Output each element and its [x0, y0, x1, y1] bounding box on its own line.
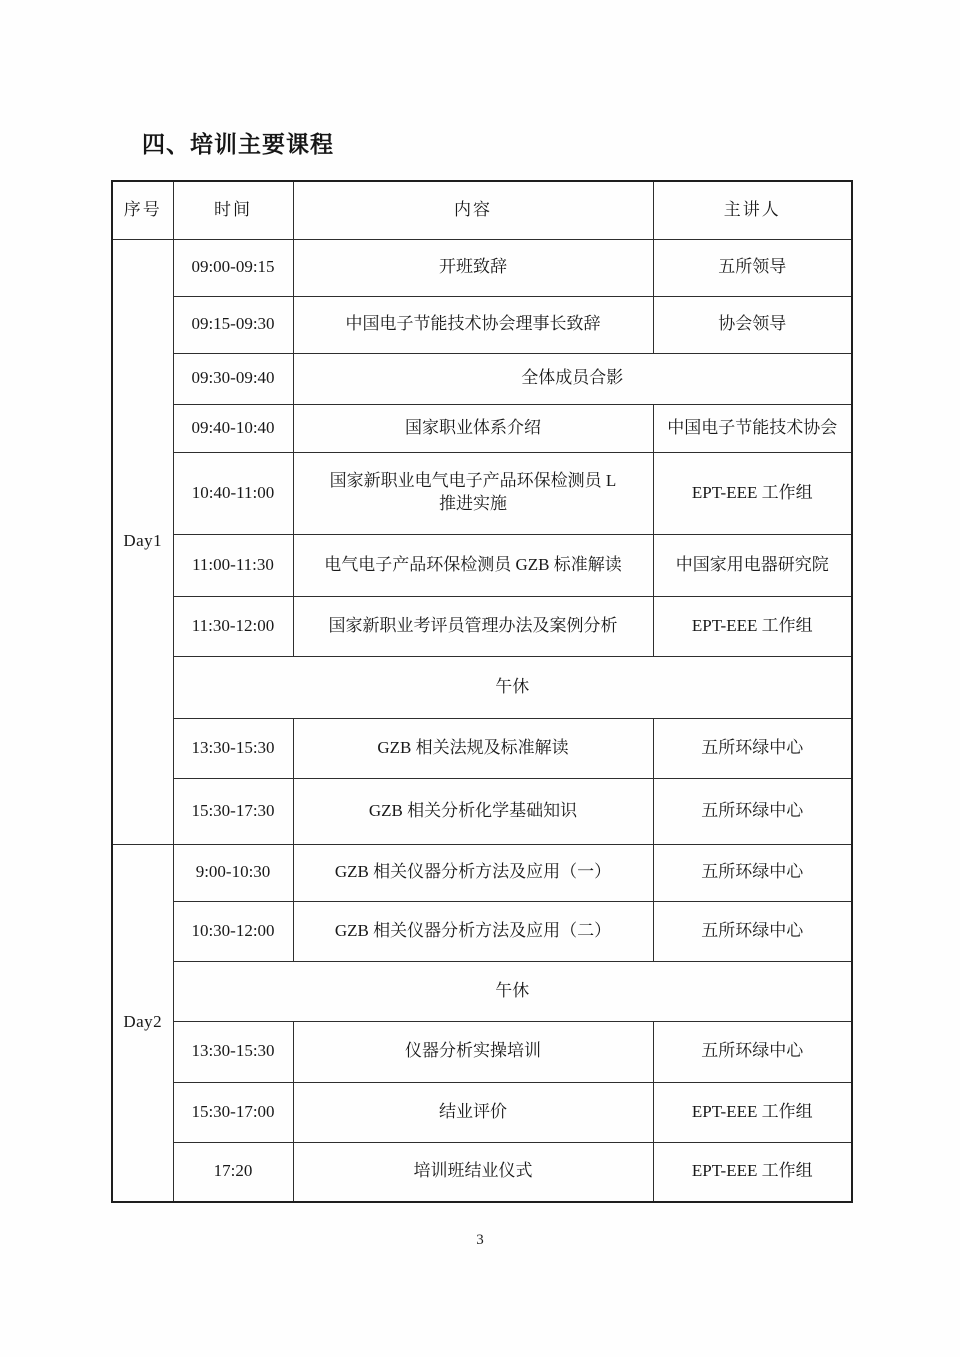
table-row	[112, 718, 852, 778]
cell-time: 09:40-10:40	[173, 404, 293, 452]
cell-content: GZB 相关仪器分析方法及应用（二）	[293, 901, 653, 961]
table-row	[112, 404, 852, 452]
cell-speaker: EPT-EEE 工作组	[653, 1142, 852, 1202]
table-row	[112, 239, 852, 296]
cell-time: 11:30-12:00	[173, 596, 293, 656]
cell-time: 15:30-17:00	[173, 1082, 293, 1142]
header-index: 序号	[112, 181, 173, 239]
cell-speaker: EPT-EEE 工作组	[653, 1082, 852, 1142]
table-row	[112, 901, 852, 961]
cell-content: 开班致辞	[293, 239, 653, 296]
lunch-break-row	[112, 961, 852, 1021]
cell-time: 10:30-12:00	[173, 901, 293, 961]
cell-speaker: EPT-EEE 工作组	[653, 596, 852, 656]
table-row	[112, 353, 852, 404]
cell-lunch-break: 午休	[173, 656, 852, 718]
cell-speaker: 五所环绿中心	[653, 901, 852, 961]
cell-content: 国家新职业考评员管理办法及案例分析	[293, 596, 653, 656]
cell-time: 15:30-17:30	[173, 778, 293, 844]
cell-content: GZB 相关法规及标准解读	[293, 718, 653, 778]
cell-speaker: 中国电子节能技术协会	[653, 404, 852, 452]
section-title: 四、培训主要课程	[142, 131, 334, 157]
cell-time: 09:00-09:15	[173, 239, 293, 296]
cell-content	[293, 452, 653, 534]
table-row	[112, 296, 852, 353]
cell-speaker: 协会领导	[653, 296, 852, 353]
cell-speaker: 五所环绿中心	[653, 718, 852, 778]
cell-speaker: EPT-EEE 工作组	[653, 452, 852, 534]
header-speaker: 主讲人	[653, 181, 852, 239]
course-schedule-table	[111, 180, 853, 1203]
cell-speaker: 五所领导	[653, 239, 852, 296]
cell-time: 13:30-15:30	[173, 1021, 293, 1082]
cell-content: 结业评价	[293, 1082, 653, 1142]
cell-time: 17:20	[173, 1142, 293, 1202]
day2-label-cell: Day2	[112, 844, 173, 1202]
cell-speaker: 五所环绿中心	[653, 778, 852, 844]
page-number: 3	[476, 1232, 484, 1248]
table-row	[112, 844, 852, 901]
cell-content: 仪器分析实操培训	[293, 1021, 653, 1082]
header-time: 时间	[173, 181, 293, 239]
lunch-break-row	[112, 656, 852, 718]
cell-content: 电气电子产品环保检测员 GZB 标准解读	[293, 534, 653, 596]
cell-time: 09:15-09:30	[173, 296, 293, 353]
table-row	[112, 1021, 852, 1082]
table-row	[112, 452, 852, 534]
header-content: 内容	[293, 181, 653, 239]
cell-time: 9:00-10:30	[173, 844, 293, 901]
cell-content: 中国电子节能技术协会理事长致辞	[293, 296, 653, 353]
cell-time: 10:40-11:00	[173, 452, 293, 534]
cell-speaker: 五所环绿中心	[653, 844, 852, 901]
cell-content-span: 全体成员合影	[293, 353, 852, 404]
table-row	[112, 596, 852, 656]
cell-lunch-break: 午休	[173, 961, 852, 1021]
cell-content: 培训班结业仪式	[293, 1142, 653, 1202]
table-row	[112, 1142, 852, 1202]
cell-speaker: 五所环绿中心	[653, 1021, 852, 1082]
cell-time: 11:00-11:30	[173, 534, 293, 596]
day1-label-cell: Day1	[112, 239, 173, 844]
cell-time: 13:30-15:30	[173, 718, 293, 778]
cell-content: GZB 相关仪器分析方法及应用（一）	[293, 844, 653, 901]
cell-time: 09:30-09:40	[173, 353, 293, 404]
table-row	[112, 534, 852, 596]
content-line-1: 国家新职业电气电子产品环保检测员 L	[329, 471, 617, 491]
cell-content: GZB 相关分析化学基础知识	[293, 778, 653, 844]
table-row	[112, 778, 852, 844]
table-row	[112, 1082, 852, 1142]
cell-speaker: 中国家用电器研究院	[653, 534, 852, 596]
table-header-row	[112, 181, 852, 239]
cell-content: 国家职业体系介绍	[293, 404, 653, 452]
content-line-2: 推进实施	[439, 494, 507, 513]
